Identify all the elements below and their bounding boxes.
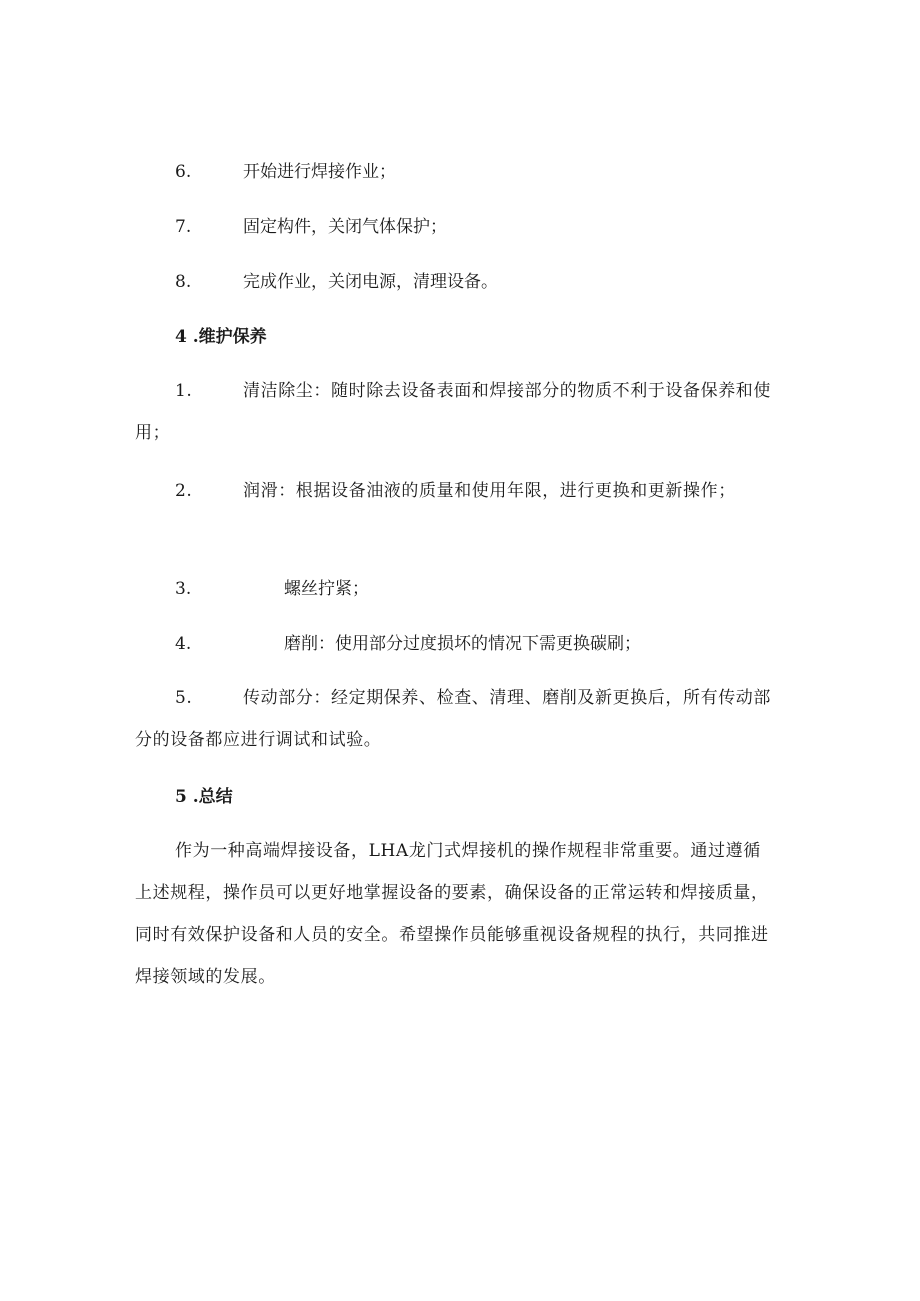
item-number: 2.	[175, 481, 193, 501]
step-text: 开始进行焊接作业；	[243, 162, 396, 182]
maintenance-item-4	[175, 633, 775, 655]
summary-text: 作为一种高端焊接设备，LHA龙门式焊接机的操作规程非常重要。通过遵循上述规程，操作员可以更好地掌握设备的要素，确保设备的正常运转和焊接质量，同时有效保护设备和人员的安全。希望操作员能够重视设备规程的执行，共同推进焊接领域的发展。	[135, 841, 769, 987]
item-number: 3.	[175, 579, 192, 599]
item-number: 4.	[175, 634, 192, 654]
section-heading-summary: 5 .总结	[175, 787, 233, 807]
step-number: 7.	[175, 217, 192, 237]
summary-paragraph	[135, 830, 775, 998]
maintenance-item-1	[135, 370, 775, 454]
item-text: 润滑：根据设备油液的质量和使用年限，进行更换和更新操作；	[243, 481, 736, 501]
step-text: 完成作业，关闭电源，清理设备。	[243, 272, 498, 292]
step-number: 8.	[175, 272, 192, 292]
maintenance-item-3	[175, 578, 775, 600]
item-text: 清洁除尘：随时除去设备表面和焊接部分的物质不利于设备保养和使用；	[135, 381, 771, 443]
step-item-7	[175, 216, 775, 238]
step-text: 固定构件，关闭气体保护；	[243, 217, 447, 237]
maintenance-item-5	[135, 677, 775, 761]
maintenance-item-2	[135, 470, 775, 512]
step-item-8	[175, 271, 775, 293]
item-text: 磨削：使用部分过度损坏的情况下需更换碳刷；	[284, 634, 641, 654]
section-heading-maintenance: 4 .维护保养	[175, 327, 267, 347]
step-item-6	[175, 161, 775, 183]
item-text: 螺丝拧紧；	[284, 579, 369, 599]
item-number: 1.	[175, 381, 193, 401]
step-number: 6.	[175, 162, 192, 182]
item-number: 5.	[175, 688, 193, 708]
item-text: 传动部分：经定期保养、检查、清理、磨削及新更换后，所有传动部分的设备都应进行调试和试验。	[135, 688, 771, 750]
